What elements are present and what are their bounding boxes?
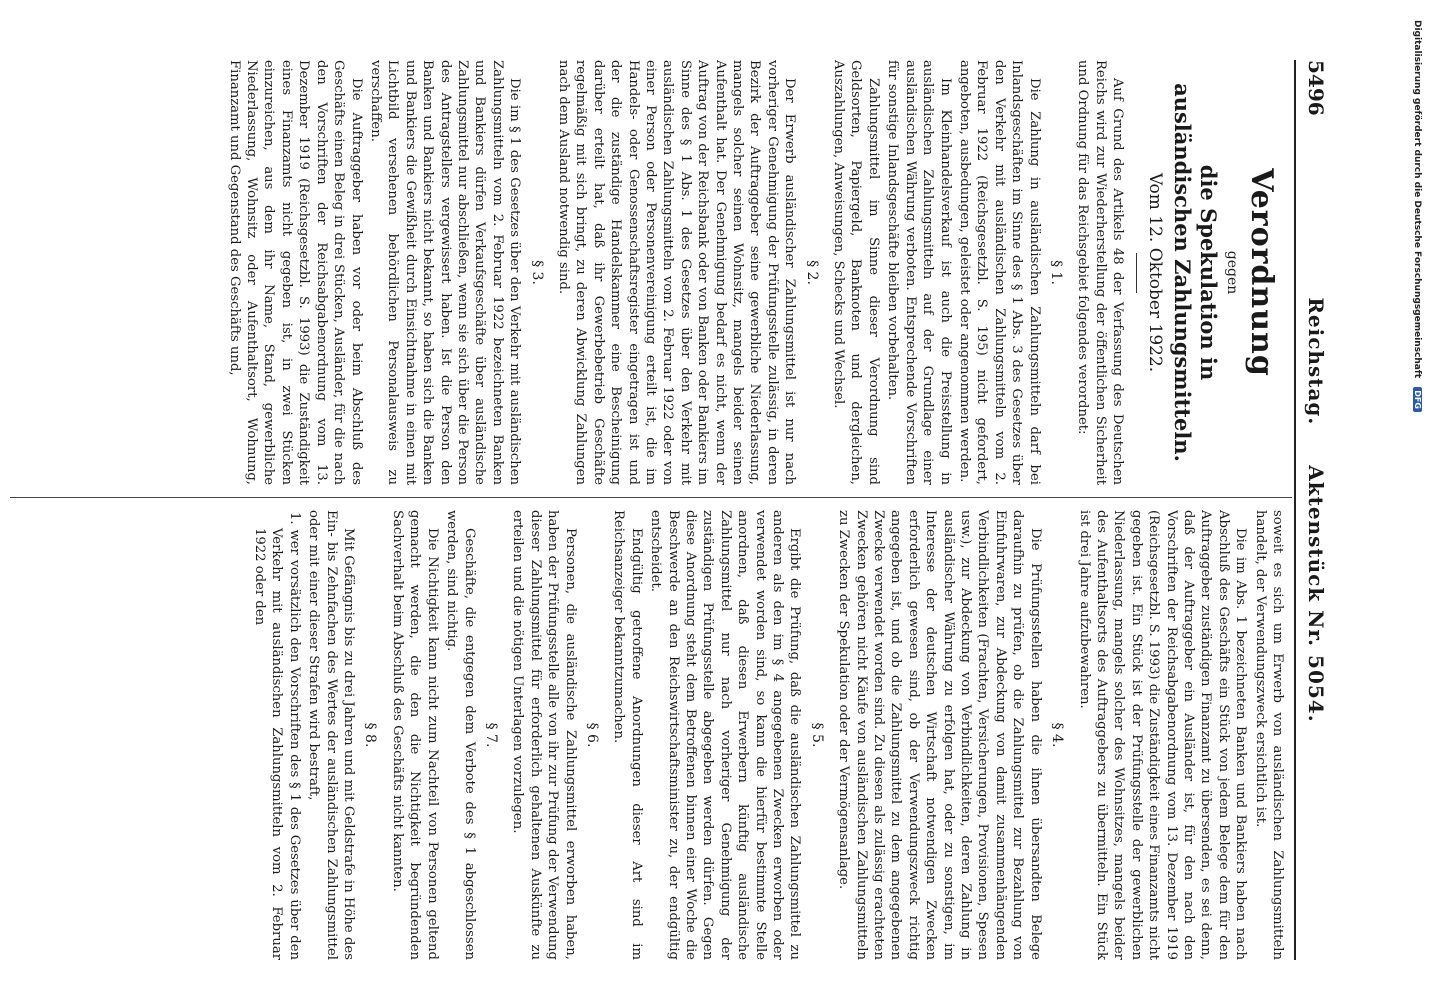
list-item: 1. wer vorsätzlich den Vorschriften des § 1 des Gesetzes über den Verkehr mit ausländischen Zahlungsmitteln vom 2. Februar 1922 oder den [252,512,302,960]
section-heading: § 8. [362,722,379,748]
decree-title: Verordnung [1244,168,1279,377]
left-sections [225,60,1064,485]
header-rule [1294,60,1296,960]
page-number: 5496 [1304,60,1328,116]
section-paragraph: Die Auftraggeber haben vor oder beim Abschluß des Geschäfts einen Beleg in drei Stücken, Ausländer, für die nach den Vorschriften der Reichsabgabenordnung vom 13. Dezember 1919 (Reichsgesetzbl. S. 1993) die Zuständigkeit eines Finanzamts nicht gegeben ist, in zwei Stücken einzureichen, aus dem ihr Name, Stand, gewerbliche Niederlassung, Wohnsitz oder Aufenthaltsort, Wohnung, Finanzamt und Gegenstand des Geschäfts und, [226,60,364,485]
section-paragraph: Der Erwerb ausländischer Zahlungsmittel ist nur nach vorheriger Genehmigung der Prüfungsstelle zulässig, in deren Bezirk der Auftraggeber seine gewerbliche Niederlassung, mangels solcher seinen Wohnsitz, mangels beider seinen Aufenthalt hat. Der Genehmigung bedarf es nicht, wenn der Auftrag von der Reichsbank oder von Banken oder Bankiers im Sinne des § 1 Abs. 1 des Gesetzes über den Verkehr mit ausländischen Zahlungsmitteln vom 2. Februar 1922 oder von einer Person oder Personenvereinigung erteilt ist, die im Handels- oder Genossenschaftsregister eingetragen ist und der die zuständige Handelskammer eine Bescheinigung darüber erteilt hat, daß ihr Gewerbebetrieb Geschäfte regelmäßig mit sich bringt, zu deren Abwicklung Zahlungen nach dem Ausland notwendig sind. [556,60,798,485]
running-head [1294,60,1328,960]
section-paragraph: Geschäfte, die entgegen dem Verbote des § 1 abgeschlossen werden, sind nichtig. [444,510,477,960]
section-paragraph: Die Nichtigkeit kann nicht zum Nachteil von Personen geltend gemacht werden, die den die Nichtigkeit begründenden Sachverhalt beim Abschluß des Geschäfts nicht kannten. [389,510,440,960]
section-paragraph: Ergibt die Prüfung, daß die ausländischen Zahlungsmittel zu anderen als den im § 4 angegebenen Zwecken erworben oder verwendet worden sind, so kann die hierfür bestimmte Stelle anordnen, daß diesen Erwerbern künftig ausländische Zahlungsmittel nur nach vorheriger Genehmigung der zuständigen Prüfungsstelle abgegeben werden dürfen. Gegen diese Anordnung steht dem Betroffenen binnen einer Woche die Beschwerde an den Reichswirtschaftsminister zu, der endgültig entscheidet. [648,510,803,960]
section-heading: § 5. [808,722,825,748]
decree-date: Vom 12. Oktober 1922. [1144,172,1165,373]
section-heading: § 2. [803,260,820,285]
running-title [1304,60,1328,960]
section-heading: § 6. [583,722,600,748]
section-paragraph: Die im § 1 des Gesetzes über den Verkehr mit ausländischen Zahlungsmitteln vom 2. Februar 1922 bezeichneten Banken und Bankiers dürfen Verkaufsgeschäfte über ausländische Zahlungsmittel nur abschließen, wenn sie sich über die Person des Antragstellers vergewissert haben. Ist die Person den Banken und Bankiers nicht bekannt, so haben sich die Banken und Bankiers die Gewißheit durch Einsichtnahme in einen mit Lichtbild versehenen behördlichen Personalausweis zu verschaffen. [367,60,523,485]
section-paragraph: Im Kleinhandelsverkauf ist auch die Preisstellung in ausländischen Zahlungsmitteln auf der Grundlage einer ausländischen Währung verboten. Entsprechende Vorschriften für sonstige Inlandsgeschäfte bleiben vorbehalten. [885,60,953,485]
decree-subtitle: die Spekulation in ausländischen Zahlungsmitteln. [1169,83,1221,462]
section-paragraph: Endgültig getroffene Anordnungen dieser Art sind im Reichsanzeiger bekanntzumachen. [611,510,644,960]
section-heading: § 4. [1049,722,1066,748]
decree-gegen: gegen [1224,250,1240,295]
side-credit [1410,10,1434,990]
right-sections [251,510,1286,960]
section-paragraph: Mit Gefängnis bis zu drei Jahren und mit Geldstrafe in Höhe des Ein- bis Zehnfachen des Wertes der ausländischen Zahlungsmittel oder mit einer dieser Strafen wird bestraft, [306,510,357,960]
section-paragraph: Die im Abs. 1 bezeichneten Banken und Bankiers haben nach Abschluß des Geschäfts ein Stück von jedem Belege dem für den Auftraggeber zuständigen Finanzamt zu übersenden, es sei denn, daß der Auftraggeber ein Ausländer ist, für den nach den Vorschriften der Reichsabgabenordnung vom 13. Dezember 1919 (Reichsgesetzbl. S. 1993) die Zuständigkeit eines Finanzamts nicht gegeben ist. Ein Stück ist der Prüfungsstelle der gewerblichen Niederlassung, mangels solcher des Wohnsitzes, mangels beider des Aufenthaltsorts des Auftraggebers zu übermitteln. Ein Stück ist drei Jahre aufzubewahren. [1076,510,1249,960]
parliament-name: Reichstag. [1304,297,1328,426]
section-heading: § 3. [528,260,545,285]
digitization-credit: Digitalisierung gefördert durch die Deutsche Forschungsgemeinschaft [1412,20,1422,379]
title-divider [1136,253,1137,293]
section-heading: § 7. [482,722,499,748]
section-paragraph: soweit es sich um Erwerb von ausländischen Zahlungsmitteln handelt, der Verwendungszweck ersichtlich ist. [1252,510,1285,960]
section-heading: § 1. [1047,260,1064,285]
section-paragraph: Die Prüfungsstellen haben die ihnen übersandten Belege daraufhin zu prüfen, ob die Zahlungsmittel zur Bezahlung von Einfuhrwaren, zur Abdeckung von damit zusammenhängenden Verbindlichkeiten (Frachten, Versicherungen, Provisionen, Spesen usw.), zur Abdeckung von Verbindlichkeiten, deren Zahlung in ausländischer Währung zu erfolgen hat, oder zu sonstigen, im Interesse der deutschen Wirtschaft notwendigen Zwecken erforderlich gewesen sind, ob der Verwendungszweck richtig angegeben ist, und ob die Zahlungsmittel zu dem angegebenen Zwecke verwendet worden sind. Zu diesen als zulässig erachteten Zwecken gehören nicht Käufe von ausländischen Zahlungsmitteln zu Zwecken der Spekulation oder der Vermögensanlage. [836,510,1043,960]
preamble: Auf Grund des Artikels 48 der Verfassung des Deutschen Reichs wird zur Wiederherstellung der öffentlichen Sicherheit und Ordnung für das Reichsgebiet folgendes verordnet: [1075,60,1126,485]
right-column [10,510,1286,960]
left-column [10,60,1286,485]
dfg-logo: DFG [1413,387,1422,412]
column-divider [10,497,1292,498]
section-paragraph: Die Zahlung in ausländischen Zahlungsmitteln darf bei Inlandsgeschäften im Sinne des § 1 Abs. 3 des Gesetzes über den Verkehr mit ausländischen Zahlungsmitteln vom 2. Februar 1922 (Reichsgesetzbl. S. 195) nicht gefordert, angeboten, ausbedungen, geleistet oder angenommen werden. [956,60,1042,485]
section-paragraph: Zahlungsmittel im Sinne dieser Verordnung sind Geldsorten, Papiergeld, Banknoten und dergleichen, Auszahlungen, Anweisungen, Schecks und Wechsel. [831,60,881,485]
document-reference: Aktenstück Nr. 5054. [1304,465,1328,723]
section-paragraph: Personen, die ausländische Zahlungsmittel erworben haben, haben der Prüfungsstelle alle von ihr zur Prüfung der Verwendung dieser Zahlungsmittel für erforderlich gehaltenen Auskünfte zu erteilen und die nötigen Unterlagen vorzulegen. [510,510,578,960]
